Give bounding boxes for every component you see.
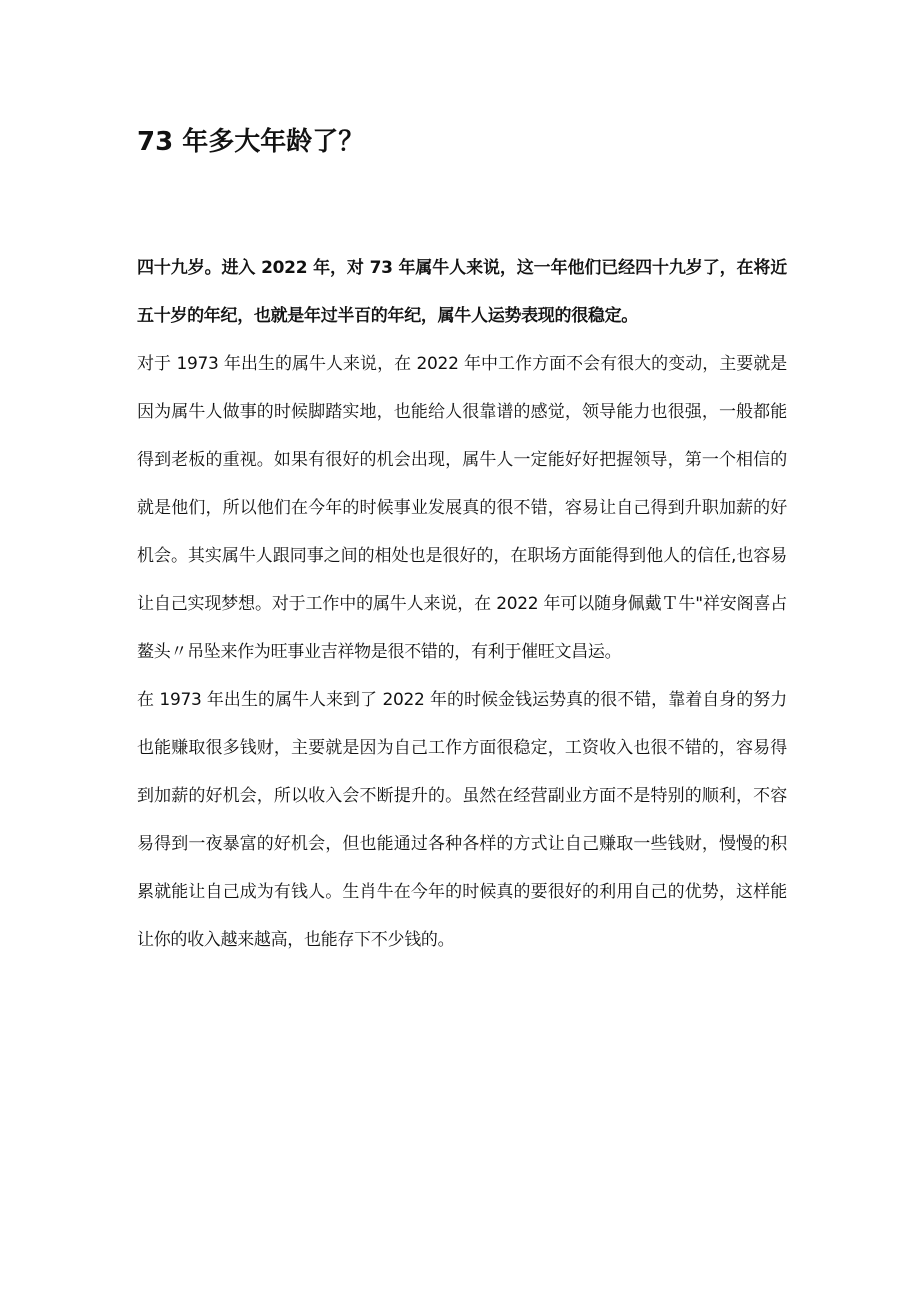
document-title: 73 年多大年龄了？ (137, 127, 365, 157)
lead-paragraph: 四十九岁。进入 2022 年，对 73 年属牛人来说，这一年他们已经四十九岁了，在将近五十岁的年纪，也就是年过半百的年纪，属牛人运势表现的很稳定。 (137, 258, 787, 326)
document-body (137, 122, 787, 964)
wealth-paragraph: 在 1973 年出生的属牛人来到了 2022 年的时候金钱运势真的很不错，靠着自身的努力也能赚取很多钱财，主要就是因为自己工作方面很稳定，工资收入也很不错的，容易得到加薪的好机会，所以收入会不断提升的。虽然在经营副业方面不是特别的顺利，不容易得到一夜暴富的好机会，但也能通过各种各样的方式让自己赚取一些钱财，慢慢的积累就能让自己成为有钱人。生肖牛在今年的时候真的要很好的利用自己的优势，这样能让你的收入越来越高，也能存下不少钱的。 (137, 690, 787, 950)
career-paragraph: 对于 1973 年出生的属牛人来说，在 2022 年中工作方面不会有很大的变动，主要就是因为属牛人做事的时候脚踏实地，也能给人很靠谱的感觉，领导能力也很强，一般都能得到老板的重视。如果有很好的机会出现，属牛人一定能好好把握领导，第一个相信的就是他们，所以他们在今年的时候事业发展真的很不错，容易让自己得到升职加薪的好机会。其实属牛人跟同事之间的相处也是很好的，在职场方面能得到他人的信任,也容易让自己实现梦想。对于工作中的属牛人来说，在 2022 年可以随身佩戴Ｔ牛"祥安阁喜占鳌头〃吊坠来作为旺事业吉祥物是很不错的，有利于催旺文昌运。 (137, 354, 787, 662)
